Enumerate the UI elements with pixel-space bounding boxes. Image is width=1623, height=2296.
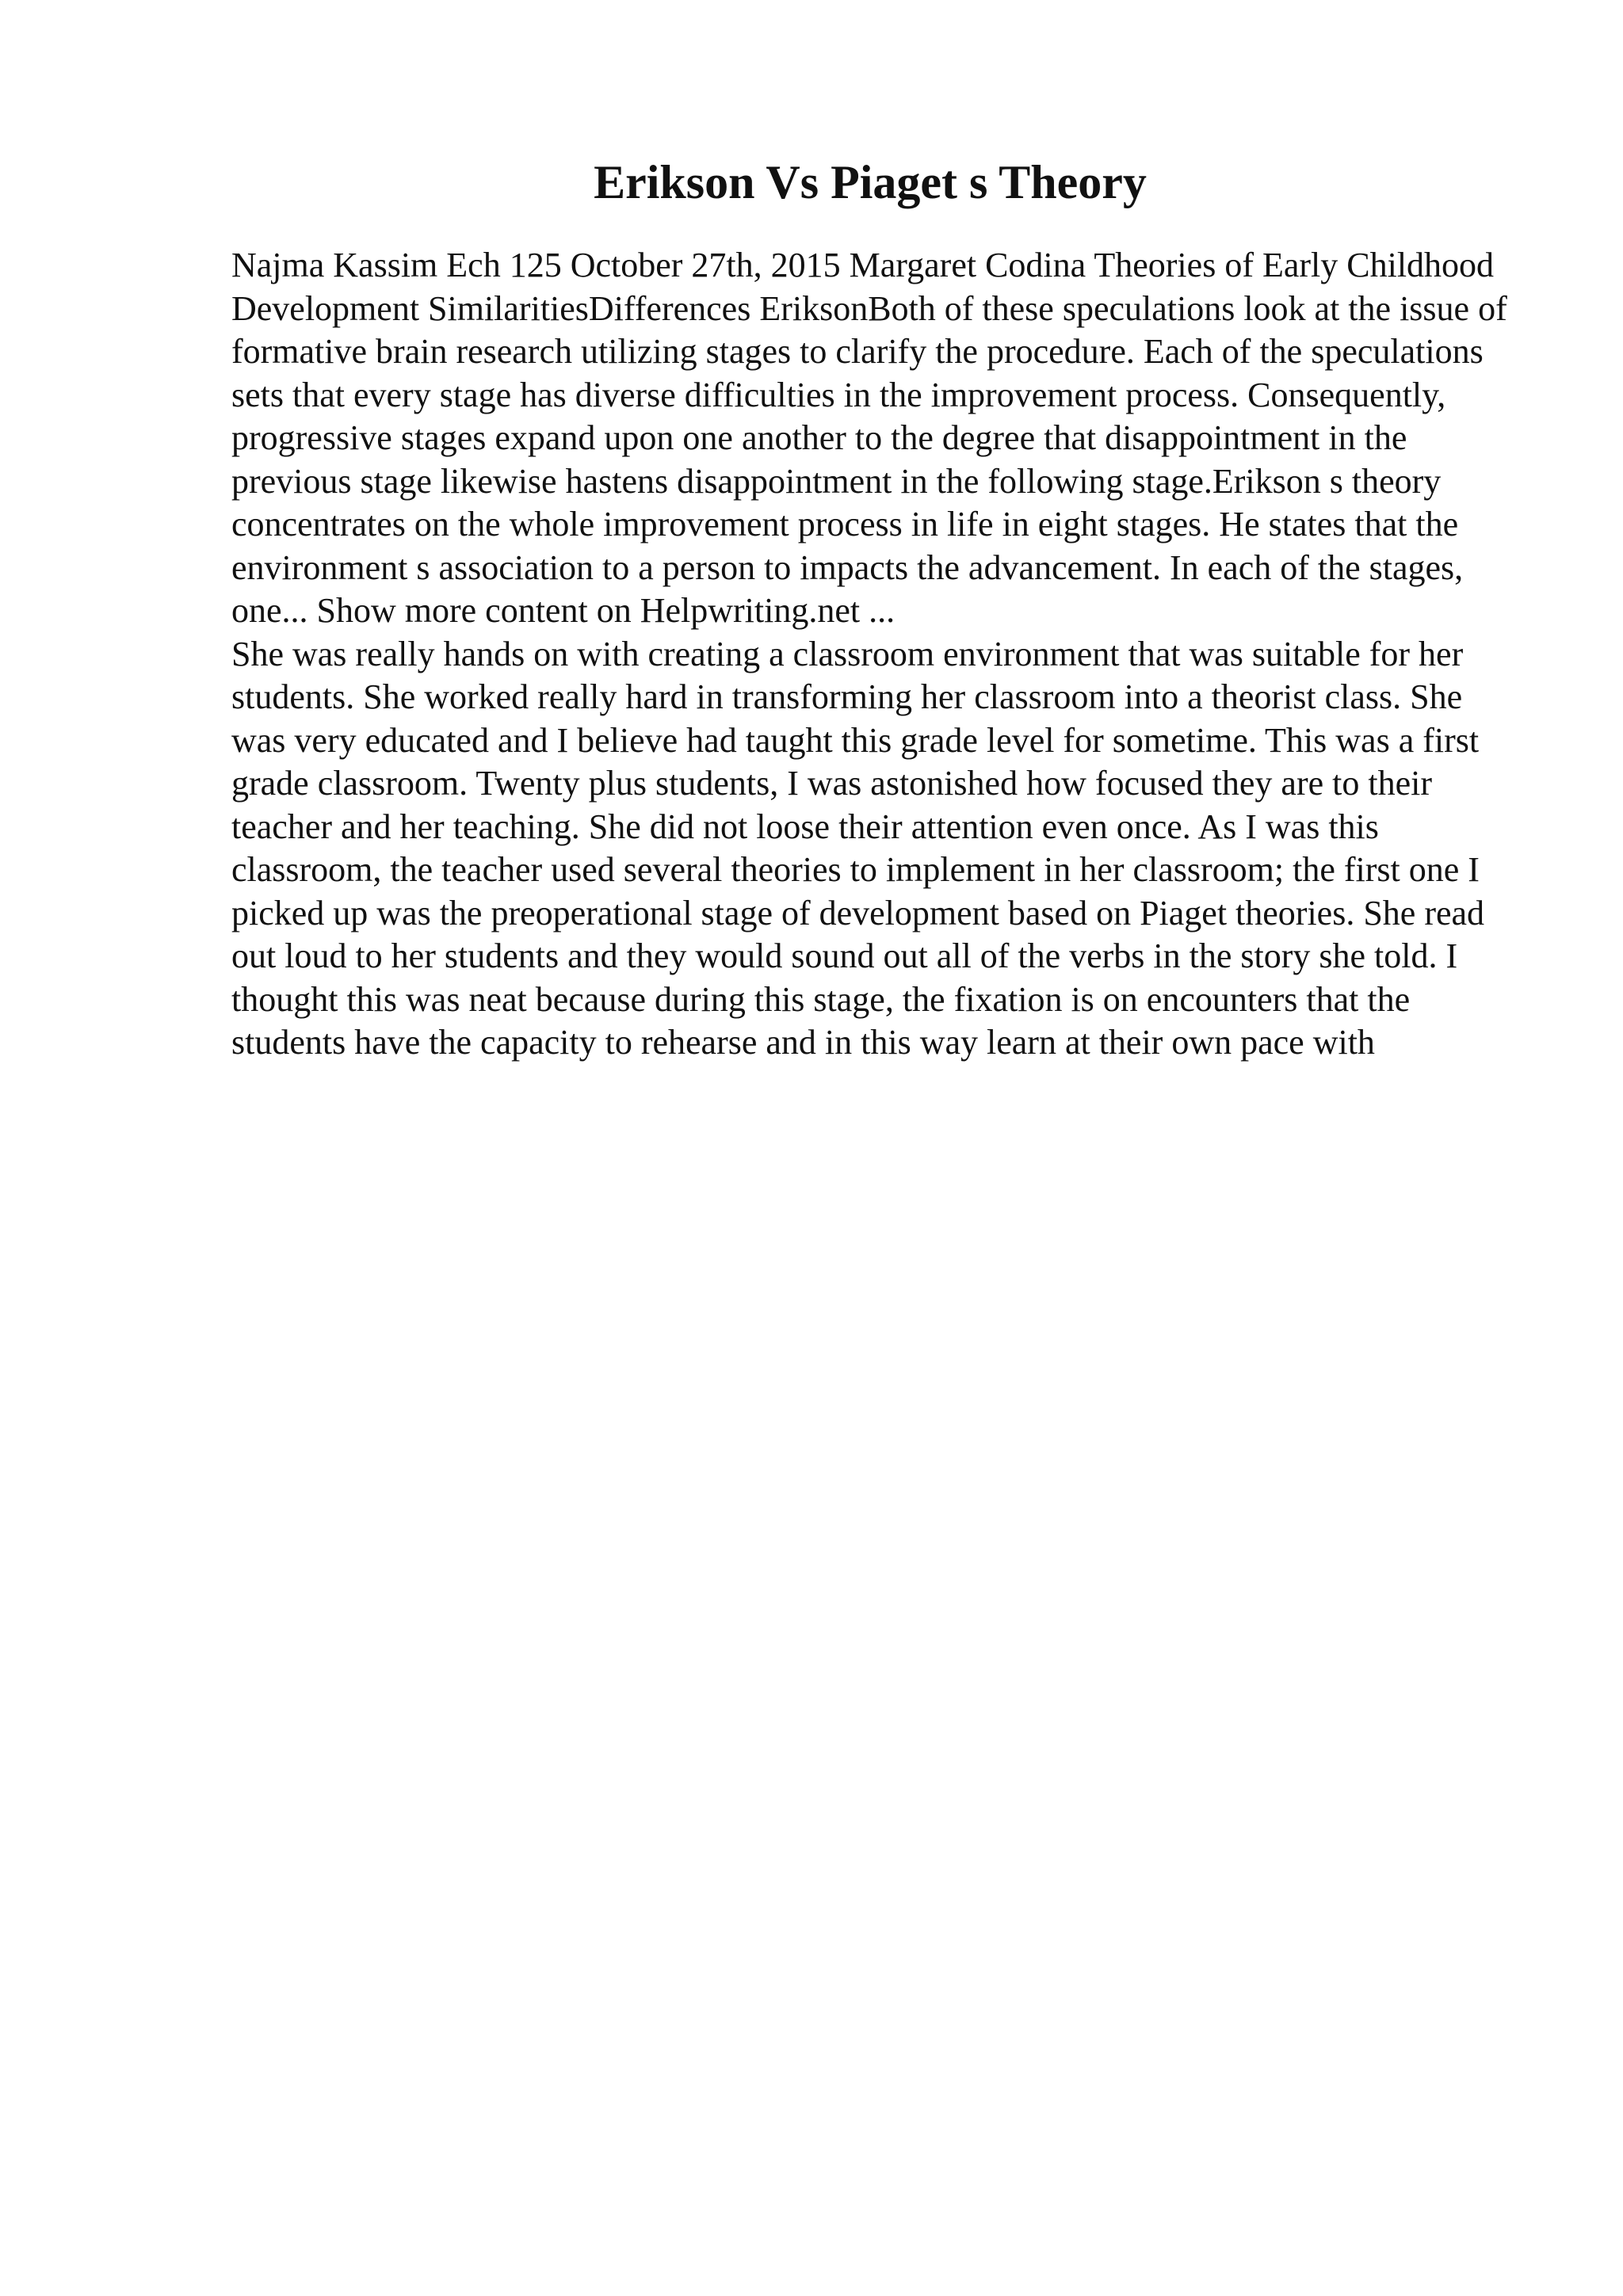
document-body <box>231 244 1509 1065</box>
paragraph-2: She was really hands on with creating a classroom environment that was suitable for her students. She worked really hard in transforming her classroom into a theorist class. She was very educated and I believe had taught this grade level for sometime. This was a first grade classroom. Twenty plus students, I was astonished how focused they are to their teacher and her teaching. She did not loose their attention even once. As I was this classroom, the teacher used several theories to implement in her classroom; the first one I picked up was the preoperational stage of development based on Piaget theories. She read out loud to her students and they would sound out all of the verbs in the story she told. I thought this was neat because during this stage, the fixation is on encounters that the students have the capacity to rehearse and in this way learn at their own pace with <box>231 634 1485 1062</box>
paragraph-1: Najma Kassim Ech 125 October 27th, 2015 Margaret Codina Theories of Early Childhood Development SimilaritiesDifferences EriksonBoth of these speculations look at the issue of formative brain research utilizing stages to clarify the procedure. Each of the speculations sets that every stage has diverse difficulties in the improvement process. Consequently, progressive stages expand upon one another to the degree that disappointment in the previous stage likewise hastens disappointment in the following stage.Erikson s theory concentrates on the whole improvement process in life in eight stages. He states that the environment s association to a person to impacts the advancement. In each of the stages, one... Show more content on Helpwriting.net ... <box>231 246 1507 630</box>
document-title: Erikson Vs Piaget s Theory <box>594 156 1147 208</box>
